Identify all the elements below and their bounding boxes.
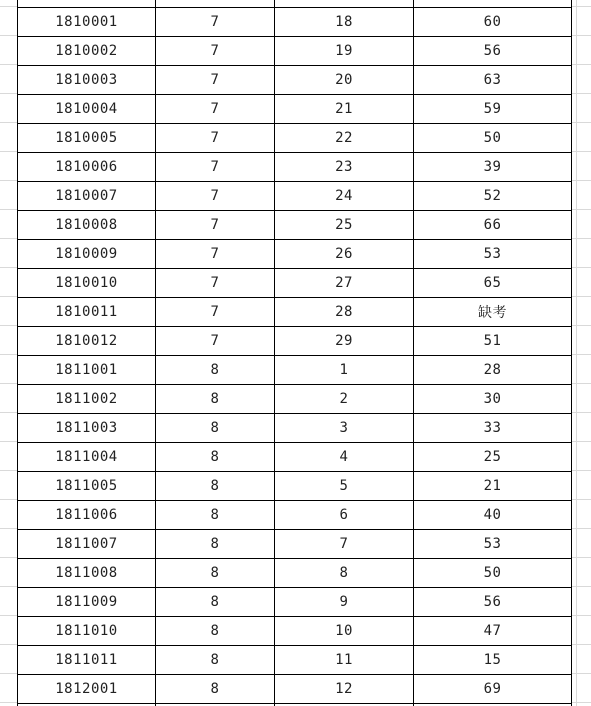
table-row [18, 356, 572, 385]
seat-cell[interactable]: 7 [275, 530, 414, 559]
student-id-cell[interactable]: 1811008 [18, 559, 156, 588]
score-cell[interactable]: 66 [414, 211, 572, 240]
student-id-cell[interactable]: 1812001 [18, 675, 156, 704]
room-cell[interactable]: 7 [156, 298, 275, 327]
seat-cell[interactable]: 11 [275, 646, 414, 675]
student-id-cell[interactable]: 1810001 [18, 8, 156, 37]
table-row [18, 501, 572, 530]
score-cell[interactable]: 21 [414, 472, 572, 501]
room-cell[interactable]: 7 [156, 8, 275, 37]
seat-cell[interactable]: 2 [275, 385, 414, 414]
table-row [18, 327, 572, 356]
score-cell[interactable]: 63 [414, 66, 572, 95]
seat-cell[interactable]: 18 [275, 8, 414, 37]
score-cell[interactable]: 缺考 [414, 298, 572, 327]
room-cell[interactable]: 8 [156, 646, 275, 675]
room-cell[interactable] [156, 0, 275, 8]
seat-cell[interactable]: 20 [275, 66, 414, 95]
table-row [18, 646, 572, 675]
student-id-cell[interactable]: 1811002 [18, 385, 156, 414]
seat-cell[interactable]: 26 [275, 240, 414, 269]
room-cell[interactable]: 8 [156, 472, 275, 501]
table-row [18, 95, 572, 124]
student-id-cell[interactable]: 1810006 [18, 153, 156, 182]
table-row [18, 269, 572, 298]
score-cell[interactable]: 47 [414, 617, 572, 646]
student-id-cell[interactable]: 1811010 [18, 617, 156, 646]
student-id-cell[interactable]: 1810012 [18, 327, 156, 356]
student-id-cell[interactable]: 1811011 [18, 646, 156, 675]
seat-cell[interactable]: 10 [275, 617, 414, 646]
student-id-cell[interactable]: 1811007 [18, 530, 156, 559]
room-cell[interactable]: 7 [156, 95, 275, 124]
table-row [18, 530, 572, 559]
student-id-cell[interactable]: 1810010 [18, 269, 156, 298]
seat-cell[interactable]: 4 [275, 443, 414, 472]
seat-cell[interactable]: 28 [275, 298, 414, 327]
score-cell[interactable]: 52 [414, 182, 572, 211]
room-cell[interactable]: 7 [156, 182, 275, 211]
room-cell[interactable]: 8 [156, 617, 275, 646]
seat-cell[interactable]: 25 [275, 211, 414, 240]
student-id-cell[interactable]: 1811009 [18, 588, 156, 617]
column-gridline [576, 0, 577, 706]
student-id-cell[interactable]: 1810009 [18, 240, 156, 269]
room-cell[interactable]: 7 [156, 124, 275, 153]
seat-cell[interactable]: 22 [275, 124, 414, 153]
table-row [18, 617, 572, 646]
seat-cell[interactable]: 19 [275, 37, 414, 66]
score-cell[interactable]: 51 [414, 327, 572, 356]
room-cell[interactable]: 7 [156, 153, 275, 182]
student-id-cell[interactable]: 1811001 [18, 356, 156, 385]
seat-cell[interactable]: 9 [275, 588, 414, 617]
room-cell[interactable]: 7 [156, 269, 275, 298]
seat-cell[interactable]: 12 [275, 675, 414, 704]
student-id-cell[interactable]: 1810004 [18, 95, 156, 124]
table-row [18, 559, 572, 588]
seat-cell[interactable]: 24 [275, 182, 414, 211]
score-cell[interactable]: 60 [414, 8, 572, 37]
table-body [18, 0, 572, 706]
table-row [18, 153, 572, 182]
seat-cell[interactable]: 23 [275, 153, 414, 182]
table-row [18, 182, 572, 211]
student-id-cell[interactable]: 1811003 [18, 414, 156, 443]
score-cell[interactable]: 28 [414, 356, 572, 385]
table-row [18, 8, 572, 37]
student-id-cell[interactable]: 1810011 [18, 298, 156, 327]
student-id-cell[interactable] [18, 0, 156, 8]
table-row [18, 443, 572, 472]
room-cell[interactable]: 8 [156, 675, 275, 704]
table-row [18, 37, 572, 66]
room-cell[interactable]: 8 [156, 356, 275, 385]
seat-cell[interactable]: 5 [275, 472, 414, 501]
score-cell[interactable]: 53 [414, 530, 572, 559]
student-id-cell[interactable]: 1810008 [18, 211, 156, 240]
table-row [18, 298, 572, 327]
room-cell[interactable]: 8 [156, 588, 275, 617]
score-cell[interactable]: 30 [414, 385, 572, 414]
student-id-cell[interactable]: 1811005 [18, 472, 156, 501]
seat-cell[interactable]: 29 [275, 327, 414, 356]
table-row [18, 124, 572, 153]
score-cell[interactable]: 56 [414, 588, 572, 617]
score-cell[interactable]: 53 [414, 240, 572, 269]
score-cell[interactable] [414, 0, 572, 8]
student-id-cell[interactable]: 1810002 [18, 37, 156, 66]
data-table [17, 0, 572, 706]
seat-cell[interactable]: 27 [275, 269, 414, 298]
score-cell[interactable]: 39 [414, 153, 572, 182]
room-cell[interactable]: 7 [156, 327, 275, 356]
student-id-cell[interactable]: 1810003 [18, 66, 156, 95]
score-cell[interactable]: 59 [414, 95, 572, 124]
table-row [18, 0, 572, 8]
table-row [18, 588, 572, 617]
room-cell[interactable]: 8 [156, 414, 275, 443]
room-cell[interactable]: 7 [156, 211, 275, 240]
score-cell[interactable]: 65 [414, 269, 572, 298]
score-cell[interactable]: 33 [414, 414, 572, 443]
student-id-cell[interactable]: 1810007 [18, 182, 156, 211]
seat-cell[interactable] [275, 0, 414, 8]
table-row [18, 385, 572, 414]
table-row [18, 240, 572, 269]
room-cell[interactable]: 8 [156, 559, 275, 588]
student-id-cell[interactable]: 1810005 [18, 124, 156, 153]
seat-cell[interactable]: 21 [275, 95, 414, 124]
table-row [18, 675, 572, 704]
room-cell[interactable]: 8 [156, 530, 275, 559]
seat-cell[interactable]: 3 [275, 414, 414, 443]
room-cell[interactable]: 8 [156, 443, 275, 472]
score-cell[interactable]: 50 [414, 559, 572, 588]
score-cell[interactable]: 40 [414, 501, 572, 530]
student-id-cell[interactable]: 1811004 [18, 443, 156, 472]
table-row [18, 414, 572, 443]
seat-cell[interactable]: 6 [275, 501, 414, 530]
table-row [18, 66, 572, 95]
room-cell[interactable]: 7 [156, 240, 275, 269]
room-cell[interactable]: 8 [156, 385, 275, 414]
score-cell[interactable]: 69 [414, 675, 572, 704]
seat-cell[interactable]: 8 [275, 559, 414, 588]
table-row [18, 472, 572, 501]
score-cell[interactable]: 50 [414, 124, 572, 153]
table-row [18, 211, 572, 240]
score-cell[interactable]: 15 [414, 646, 572, 675]
room-cell[interactable]: 7 [156, 37, 275, 66]
score-cell[interactable]: 25 [414, 443, 572, 472]
room-cell[interactable]: 8 [156, 501, 275, 530]
score-cell[interactable]: 56 [414, 37, 572, 66]
room-cell[interactable]: 7 [156, 66, 275, 95]
student-id-cell[interactable]: 1811006 [18, 501, 156, 530]
seat-cell[interactable]: 1 [275, 356, 414, 385]
